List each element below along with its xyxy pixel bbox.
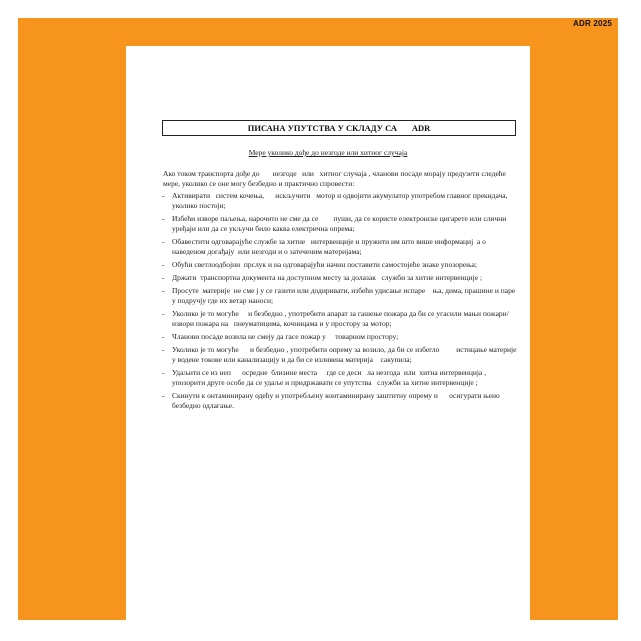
list-item-text: Активирати систем кочења, искључити мотор и одвојити акумулатор употребом главног прекидача, уколико постоји;	[172, 191, 510, 210]
dash-bullet: -	[162, 237, 165, 246]
measures-list	[162, 191, 518, 414]
instruction-sheet	[126, 46, 530, 634]
list-item	[162, 332, 518, 342]
list-item	[162, 260, 518, 270]
list-item-text: Избећи изворе паљења, нарочито не сме да се пуши, да се користе електронске цигарете или слични уређаји или да се укључи било каква електрична опрема;	[172, 214, 509, 233]
orange-frame	[18, 18, 618, 620]
list-item-text: Уколико је то могуће и безбедно , употребити апарат за гашење пожара да би се угасили мањи пожари/извори пожара на пнеуматицима, кочницама и у простору за мотор;	[172, 309, 509, 328]
list-item-text: Држати транспортна документа на доступном месту за долазак служби за хитне интервенције ;	[172, 273, 483, 282]
list-item-text: Удаљити се из неп осредне близине места где се деси ла незгода или хитна интервенција , упозорити друге особе да се удаље и придржавати се упутства служби за хитне интервенције ;	[172, 368, 488, 387]
list-item	[162, 273, 518, 283]
dash-bullet: -	[162, 273, 165, 282]
dash-bullet: -	[162, 345, 165, 354]
list-item	[162, 345, 518, 365]
list-item	[162, 391, 518, 411]
list-item-text: Обавестити одговарајуће службе за хитне интервенције и пружити им што више информациј а о наведеном догађају или незгоди и о затеченим материјама;	[172, 237, 488, 256]
list-item-text: Чланови посаде возила не смеју да гасе пожар у товарном простору;	[172, 332, 399, 341]
dash-bullet: -	[162, 391, 165, 400]
dash-bullet: -	[162, 260, 165, 269]
list-item	[162, 191, 518, 211]
adr-year-badge: ADR 2025	[573, 19, 612, 28]
intro-paragraph: Ако током транспорта дође до незгоде или хитног случаја , чланови посаде морају предузети следеће мере, уколико се оне могу безбедно и практично спровести:	[163, 169, 508, 188]
dash-bullet: -	[162, 368, 165, 377]
list-item-text: Скинути к онтаминирану одећу и употребљену контаминирану заштитну опрему и осигурати њено безбедно одлагање.	[172, 391, 502, 410]
dash-bullet: -	[162, 332, 165, 341]
dash-bullet: -	[162, 309, 165, 318]
dash-bullet: -	[162, 191, 165, 200]
list-item	[162, 286, 518, 306]
list-item	[162, 309, 518, 329]
list-item-text: Уколико је то могуће и безбедно , употребити опрему за возило, да би се избегло истицање материје у водене токове или канализацију и да би се изливена материја сакупила;	[172, 345, 519, 364]
document-subtitle: Мере уколико дође до незгоде или хитног случаја	[248, 148, 408, 157]
document-title: ПИСАНА УПУТСТВА У СКЛАДУ СА ADR	[162, 120, 516, 136]
list-item	[162, 237, 518, 257]
list-item-text: Просуте материје не сме ј у се газити или додиривати, избећи удисање испаре ња, дима, прашине и паре у подручју где их ветар наноси;	[172, 286, 518, 305]
list-item	[162, 214, 518, 234]
dash-bullet: -	[162, 214, 165, 223]
list-item	[162, 368, 518, 388]
dash-bullet: -	[162, 286, 165, 295]
list-item-text: Обући светлоодбојни прслук и на одговарајући начин поставити самостојеће знаке упозорења;	[172, 260, 477, 269]
